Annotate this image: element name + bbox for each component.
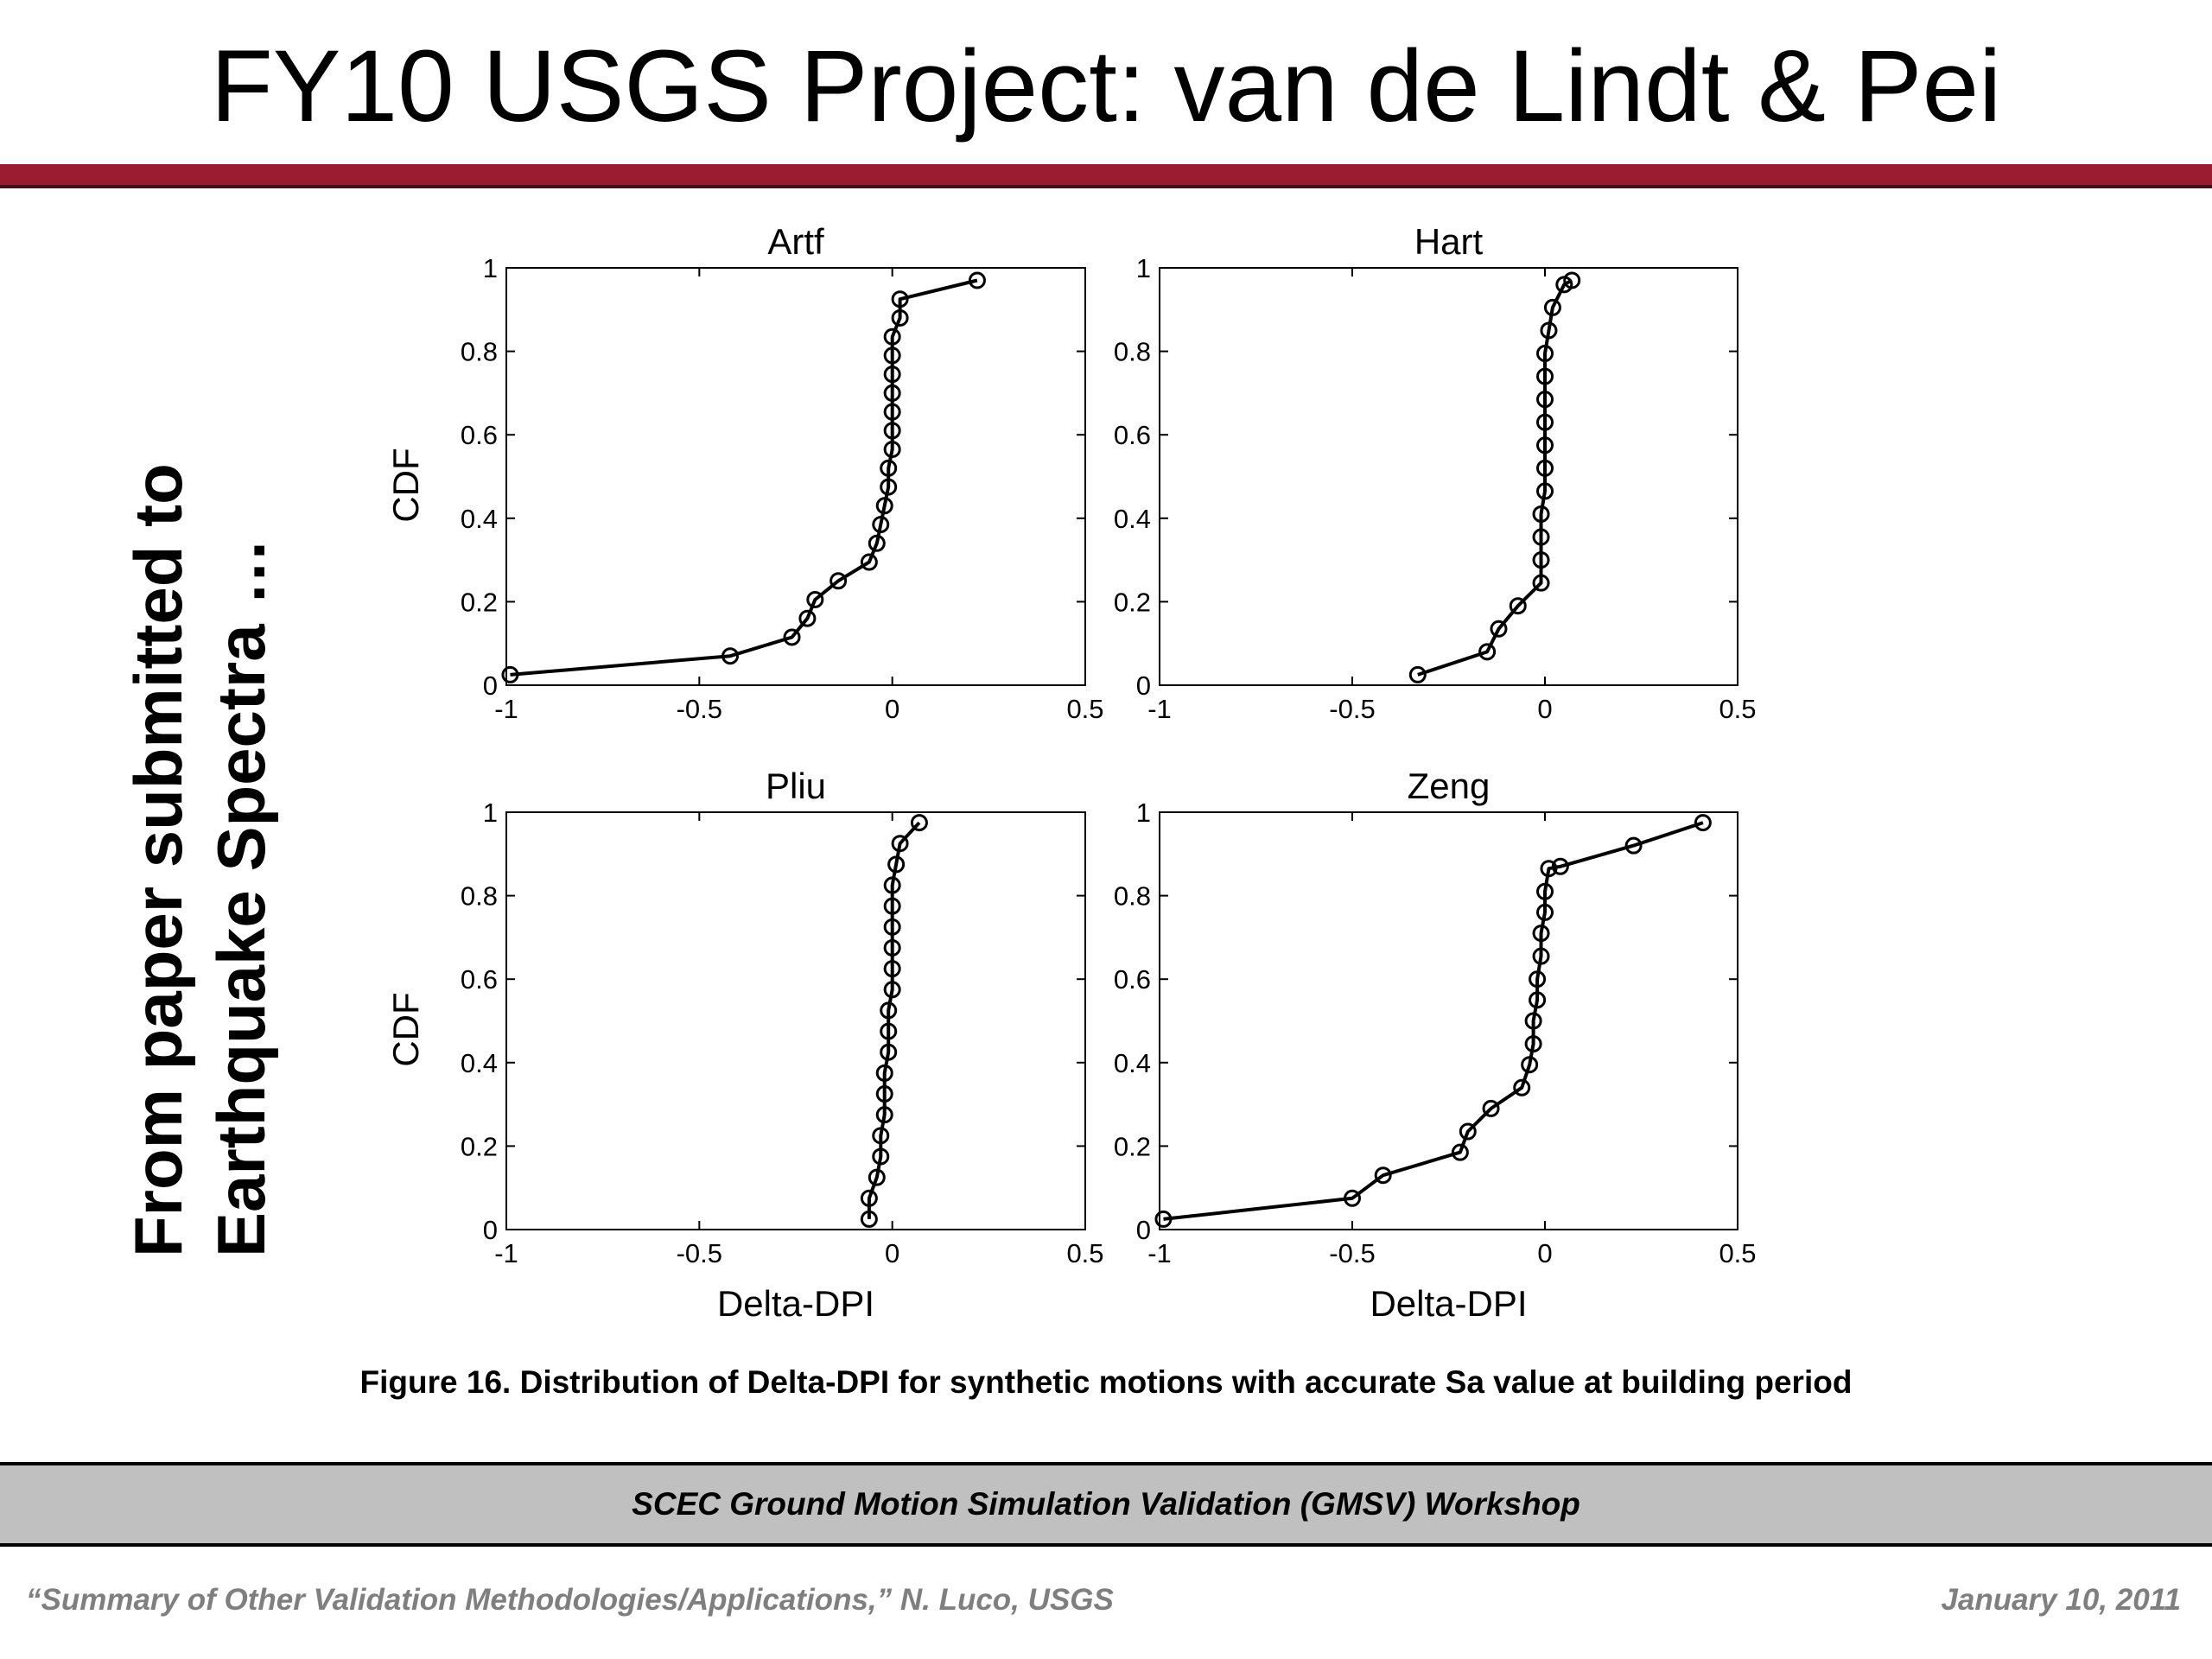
y-axis-label: CDF (385, 992, 426, 1067)
x-tick-label: 0.5 (1066, 694, 1104, 724)
y-tick-label: 0.8 (1113, 336, 1151, 367)
footer-band (0, 1462, 2212, 1547)
y-tick-label: 0.6 (460, 964, 498, 995)
y-tick-label: 0.2 (460, 587, 498, 618)
y-tick-label: 0.8 (1113, 880, 1151, 912)
y-axis-label: CDF (385, 448, 426, 523)
side-caption-line-1: From paper submitted to (120, 463, 196, 1257)
x-tick-label: 0 (1537, 1238, 1553, 1268)
chart-title: Artf (767, 221, 824, 262)
y-tick-label: 0.4 (1113, 503, 1151, 534)
x-tick-label: -1 (1147, 1238, 1172, 1268)
y-tick-label: 0.8 (460, 336, 498, 367)
y-tick-label: 1 (482, 798, 498, 828)
x-tick-label: 0 (885, 694, 900, 724)
x-tick-label: 0.5 (1719, 1238, 1757, 1268)
chart-panel-2 (1114, 221, 1757, 724)
y-tick-label: 0.4 (460, 1047, 498, 1078)
x-tick-label: 0 (1537, 694, 1553, 724)
x-axis-label: Delta-DPI (1370, 1283, 1528, 1324)
x-tick-label: -1 (1147, 694, 1172, 724)
y-tick-label: 0 (482, 1215, 498, 1245)
plot-frame (506, 268, 1085, 685)
y-tick-label: 1 (1135, 798, 1151, 828)
plot-frame (1160, 268, 1738, 685)
y-tick-label: 0 (1135, 671, 1151, 701)
y-tick-label: 0.2 (1113, 587, 1151, 618)
y-tick-label: 0.4 (460, 503, 498, 534)
y-tick-label: 1 (482, 253, 498, 283)
y-tick-label: 0.8 (460, 880, 498, 912)
y-tick-label: 1 (1135, 253, 1151, 283)
y-tick-label: 0.6 (1113, 964, 1151, 995)
x-tick-label: 0 (885, 1238, 900, 1268)
chart-panel-3 (385, 766, 1104, 1324)
y-tick-label: 0 (482, 671, 498, 701)
footer-date: January 10, 2011 (1941, 1583, 2181, 1617)
x-tick-label: -0.5 (1329, 1238, 1376, 1268)
chart-panel-1 (385, 221, 1104, 724)
plot-frame (506, 812, 1085, 1230)
x-tick-label: -0.5 (676, 694, 723, 724)
chart-panel-4 (1114, 766, 1757, 1324)
x-tick-label: 0.5 (1066, 1238, 1104, 1268)
chart-title: Zeng (1407, 766, 1491, 806)
x-axis-label: Delta-DPI (716, 1283, 875, 1324)
chart-title: Pliu (765, 766, 827, 806)
y-tick-label: 0.6 (460, 420, 498, 451)
plot-frame (1160, 812, 1738, 1230)
x-tick-label: -1 (494, 1238, 518, 1268)
y-tick-label: 0.6 (1113, 420, 1151, 451)
y-tick-label: 0.2 (460, 1131, 498, 1162)
x-tick-label: -1 (494, 694, 518, 724)
slide-title: FY10 USGS Project: van de Lindt & Pei (210, 29, 2002, 143)
chart-title: Hart (1414, 221, 1484, 262)
footer-presentation-title: “Summary of Other Validation Methodologies/Applications,” N. Luco, USGS (26, 1583, 1114, 1617)
footer-band-text: SCEC Ground Motion Simulation Validation (GMSV) Workshop (632, 1486, 1580, 1522)
y-tick-label: 0 (1135, 1215, 1151, 1245)
y-tick-label: 0.4 (1113, 1047, 1151, 1078)
y-tick-label: 0.2 (1113, 1131, 1151, 1162)
x-tick-label: 0.5 (1719, 694, 1757, 724)
x-tick-label: -0.5 (676, 1238, 723, 1268)
side-caption-line-2: Earthquake Spectra … (203, 537, 279, 1257)
figure-caption: Figure 16. Distribution of Delta-DPI for synthetic motions with accurate Sa value at building period (359, 1364, 1853, 1400)
x-tick-label: -0.5 (1329, 694, 1376, 724)
